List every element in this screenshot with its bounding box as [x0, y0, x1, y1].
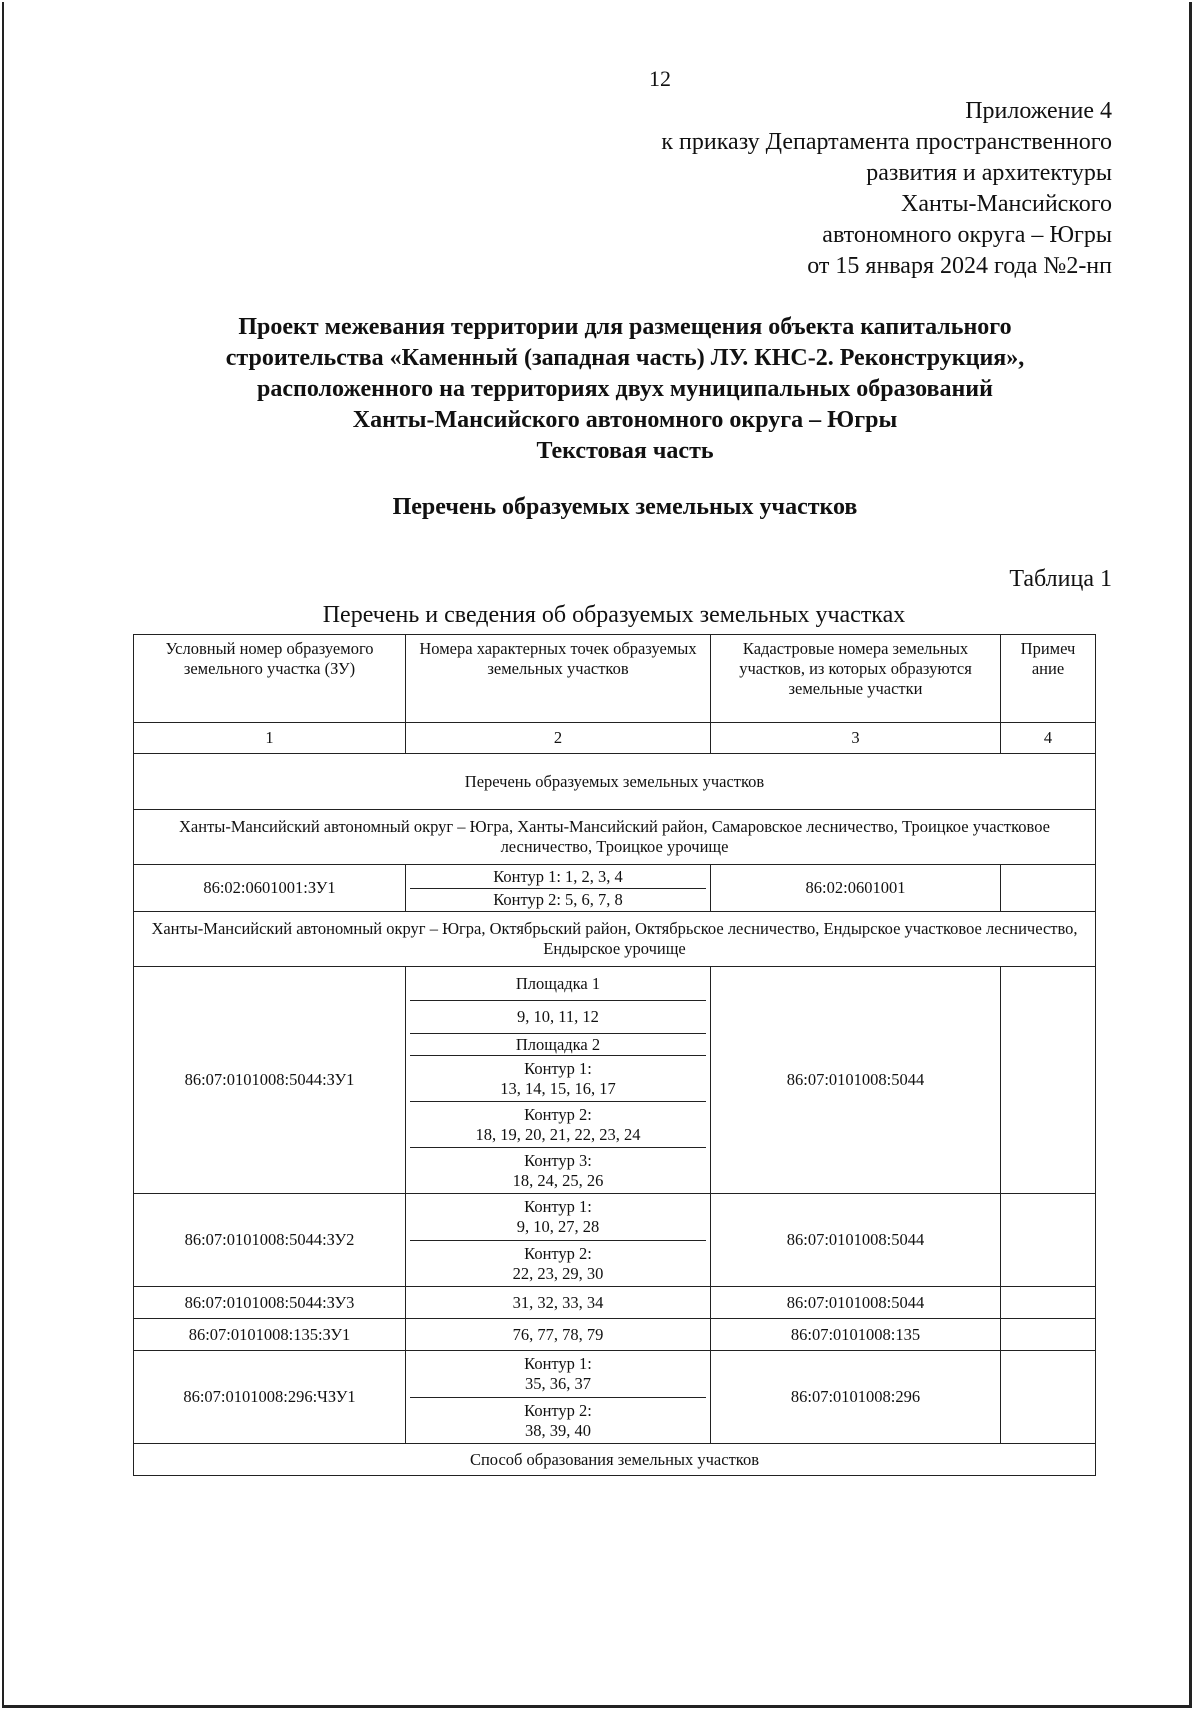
contour-label: Контур 1:	[524, 1197, 592, 1216]
points-contour	[410, 1194, 706, 1240]
points-contour	[410, 1351, 706, 1397]
points-cell: 31, 32, 33, 34	[406, 1287, 711, 1319]
region-row	[134, 912, 1096, 967]
contour-label: Контур 1:	[524, 1058, 592, 1078]
points-contour: Контур 2: 5, 6, 7, 8	[410, 888, 706, 911]
points-cell	[406, 1194, 711, 1287]
table-row	[134, 967, 1096, 1194]
header-cell: Номера характерных точек образуемых земельных участков	[406, 635, 711, 723]
points-contour	[410, 1055, 706, 1101]
table-row	[134, 1351, 1096, 1444]
appendix-line: от 15 января 2024 года №2-нп	[807, 253, 1112, 279]
title-line: строительства «Каменный (западная часть) ЛУ. КНС-2. Реконструкция»,	[225, 345, 1025, 371]
list-heading-row	[134, 754, 1096, 810]
header-row	[134, 635, 1096, 723]
section-heading: Перечень образуемых земельных участков	[392, 494, 858, 520]
region-cell: Ханты-Мансийский автономный округ – Югра, Октябрьский район, Октябрьское лесничество, Ендырское участковое лесничество, Ендырское урочище	[134, 912, 1096, 967]
note-cell	[1001, 1351, 1096, 1444]
points-text: 18, 24, 25, 26	[512, 1170, 604, 1190]
header-cell: Условный номер образуемого земельного участка (ЗУ)	[134, 635, 406, 723]
table-row	[134, 865, 1096, 912]
points-contour	[410, 1147, 706, 1193]
points-text: Площадка 2	[515, 1034, 601, 1054]
appendix-line: Ханты-Мансийского	[901, 191, 1112, 217]
title-line: Ханты-Мансийского автономного округа – Югры	[352, 407, 898, 433]
points-text: 35, 36, 37	[525, 1374, 591, 1393]
title-line: Текстовая часть	[536, 438, 714, 464]
contour-label: Контур 3:	[524, 1150, 592, 1170]
cadastral-number: 86:07:0101008:135	[711, 1319, 1001, 1351]
points-text: 13, 14, 15, 16, 17	[500, 1078, 616, 1098]
cadastral-number: 86:02:0601001	[711, 865, 1001, 912]
points-cell	[406, 865, 711, 912]
points-cell	[406, 967, 711, 1194]
points-list	[410, 1000, 706, 1033]
note-cell	[1001, 1194, 1096, 1287]
table-row	[134, 1287, 1096, 1319]
list-heading: Перечень образуемых земельных участков	[134, 754, 1096, 810]
points-text: 9, 10, 11, 12	[517, 1007, 599, 1026]
header-cell: Кадастровые номера земельных участков, из которых образуются земельные участки	[711, 635, 1001, 723]
table-label: Таблица 1	[1009, 566, 1112, 592]
points-contour	[410, 1240, 706, 1286]
appendix-line: Приложение 4	[965, 98, 1112, 124]
table-caption: Перечень и сведения об образуемых земельных участках	[322, 602, 906, 628]
appendix-block	[661, 96, 1112, 282]
document-title	[100, 312, 1150, 467]
lot-number: 86:02:0601001:ЗУ1	[134, 865, 406, 912]
note-cell	[1001, 1287, 1096, 1319]
points-text: 18, 19, 20, 21, 22, 23, 24	[475, 1124, 641, 1144]
points-text: 22, 23, 29, 30	[512, 1263, 604, 1283]
contour-label: Контур 2:	[524, 1243, 592, 1263]
points-text: 9, 10, 27, 28	[516, 1217, 600, 1236]
column-number-row	[134, 723, 1096, 754]
appendix-line: к приказу Департамента пространственного	[661, 129, 1112, 155]
points-cell: 76, 77, 78, 79	[406, 1319, 711, 1351]
note-cell	[1001, 967, 1096, 1194]
lot-number: 86:07:0101008:5044:ЗУ3	[134, 1287, 406, 1319]
cadastral-number: 86:07:0101008:296	[711, 1351, 1001, 1444]
points-site	[410, 1033, 706, 1055]
appendix-line: автономного округа – Югры	[822, 222, 1112, 248]
cadastral-number: 86:07:0101008:5044	[711, 967, 1001, 1194]
note-cell	[1001, 865, 1096, 912]
title-line: расположенного на территориях двух муниципальных образований	[257, 376, 993, 402]
column-number: 3	[711, 723, 1001, 754]
column-number: 1	[134, 723, 406, 754]
table-row	[134, 1319, 1096, 1351]
cadastral-number: 86:07:0101008:5044	[711, 1194, 1001, 1287]
contour-label: Контур 1:	[524, 1354, 592, 1373]
contour-label: Контур 2:	[524, 1104, 592, 1124]
region-row	[134, 810, 1096, 865]
header-cell: Примеч ание	[1001, 635, 1096, 723]
cadastral-number: 86:07:0101008:5044	[711, 1287, 1001, 1319]
contour-label: Контур 2:	[524, 1400, 592, 1420]
region-cell: Ханты-Мансийский автономный округ – Югра, Ханты-Мансийский район, Самаровское лесничество, Троицкое участковое лесничество, Троицкое урочище	[134, 810, 1096, 865]
lot-number: 86:07:0101008:296:ЧЗУ1	[134, 1351, 406, 1444]
points-contour: Контур 1: 1, 2, 3, 4	[493, 866, 623, 886]
table-row	[134, 1194, 1096, 1287]
points-text: 38, 39, 40	[525, 1420, 591, 1440]
points-site	[410, 967, 706, 1000]
note-cell	[1001, 1319, 1096, 1351]
land-plots-table	[133, 634, 1096, 1476]
lot-number: 86:07:0101008:5044:ЗУ1	[134, 967, 406, 1194]
title-line: Проект межевания территории для размещения объекта капитального	[238, 314, 1012, 340]
method-heading-row	[134, 1444, 1096, 1476]
column-number: 2	[406, 723, 711, 754]
points-contour	[410, 1101, 706, 1147]
points-text: Площадка 1	[515, 973, 601, 993]
method-heading: Способ образования земельных участков	[134, 1444, 1096, 1476]
column-number: 4	[1001, 723, 1096, 754]
appendix-line: развития и архитектуры	[866, 160, 1112, 186]
lot-number: 86:07:0101008:5044:ЗУ2	[134, 1194, 406, 1287]
lot-number: 86:07:0101008:135:ЗУ1	[134, 1319, 406, 1351]
page-number: 12	[649, 66, 671, 91]
points-contour	[410, 1397, 706, 1443]
points-cell	[406, 1351, 711, 1444]
